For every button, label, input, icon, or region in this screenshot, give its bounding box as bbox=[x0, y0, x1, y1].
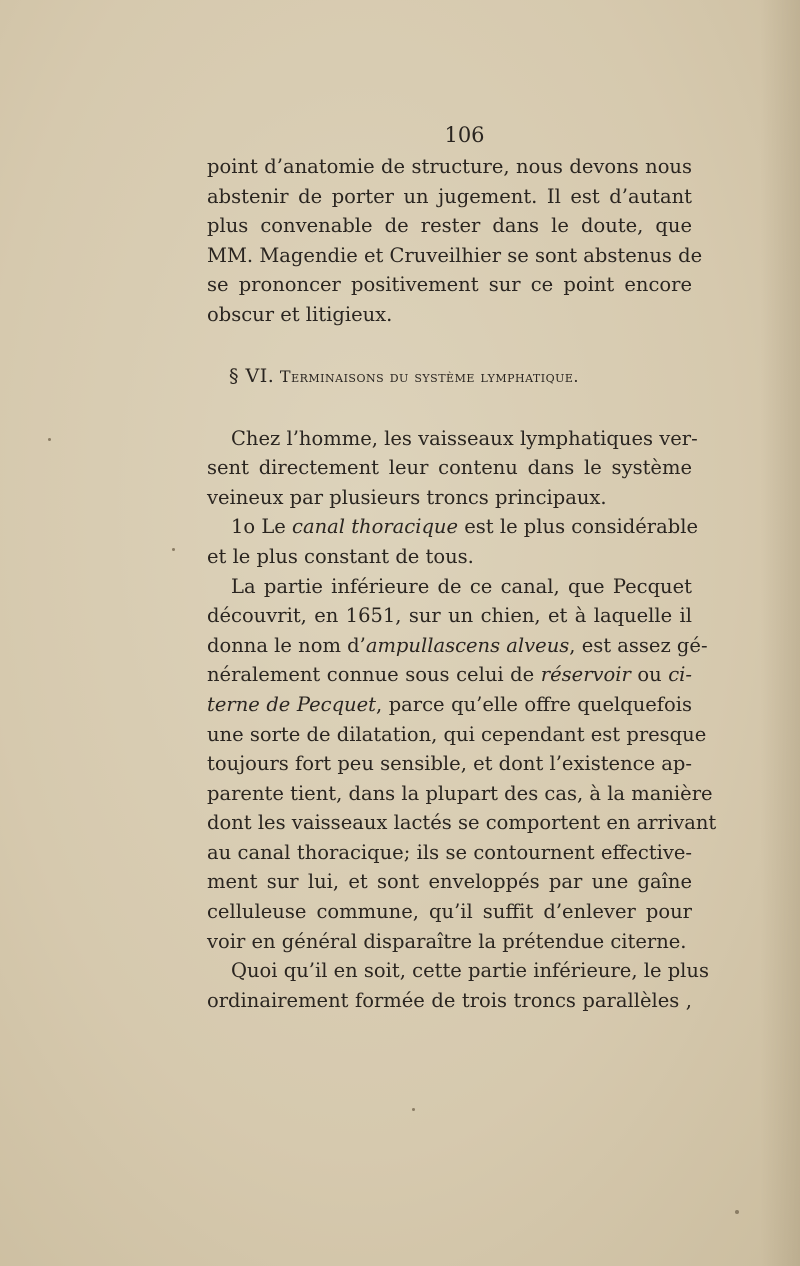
text-run: , parce qu’elle offre quelquefois bbox=[375, 692, 692, 716]
text-line bbox=[207, 660, 692, 690]
text-line: se prononcer positivement sur ce point encore bbox=[207, 273, 692, 297]
text-line: plus convenable de rester dans le doute, que bbox=[207, 214, 692, 238]
paper-speck bbox=[48, 438, 51, 441]
text-run: est le plus considérable bbox=[458, 515, 698, 539]
text-line: dont les vaisseaux lactés se comportent en arrivant bbox=[207, 811, 717, 835]
text-line: ment sur lui, et sont enveloppés par une gaîne bbox=[207, 870, 692, 894]
italic-term: terne de Pecquet bbox=[207, 692, 376, 716]
text-line: Chez l’homme, les vaisseaux lymphatiques ver- bbox=[231, 426, 698, 450]
text-line: veineux par plusieurs troncs principaux. bbox=[207, 485, 607, 509]
paragraph-3 bbox=[207, 512, 698, 571]
paper-speck bbox=[172, 548, 175, 551]
section-title: Terminaisons du système lymphatique. bbox=[279, 366, 580, 386]
italic-term: ci- bbox=[668, 663, 693, 687]
text-line: et le plus constant de tous. bbox=[207, 544, 474, 568]
text-line bbox=[207, 690, 692, 720]
text-run: néralement connue sous celui de bbox=[207, 663, 541, 687]
italic-term: réservoir bbox=[540, 663, 631, 687]
text-line: au canal thoracique; ils se contournent effective- bbox=[207, 840, 692, 864]
italic-term: canal thoracique bbox=[292, 515, 459, 539]
text-line: point d’anatomie de structure, nous devons nous bbox=[207, 155, 692, 178]
text-line bbox=[207, 631, 708, 661]
italic-term: ampullascens alveus bbox=[365, 633, 570, 657]
paragraph-5 bbox=[207, 956, 709, 1015]
page-edge-shadow bbox=[760, 0, 800, 1266]
text-line: abstenir de porter un jugement. Il est d’autant bbox=[207, 184, 692, 208]
text-run: 1o Le bbox=[231, 515, 293, 539]
text-line: découvrit, en 1651, sur un chien, et à laquelle il bbox=[207, 604, 692, 628]
page-text bbox=[207, 120, 717, 1015]
text-line: obscur et litigieux. bbox=[207, 302, 393, 326]
paper-speck bbox=[412, 1108, 415, 1111]
text-run: , est assez gé- bbox=[569, 633, 708, 657]
text-run: donna le nom d’ bbox=[207, 633, 366, 657]
text-line: Quoi qu’il en soit, cette partie inférieure, le plus bbox=[231, 959, 709, 983]
paragraph-1 bbox=[207, 152, 703, 330]
section-heading bbox=[207, 364, 692, 389]
text-line: La partie inférieure de ce canal, que Pecquet bbox=[231, 574, 692, 598]
text-line: ordinairement formée de trois troncs parallèles , bbox=[207, 988, 692, 1012]
text-line bbox=[207, 512, 698, 542]
text-line: une sorte de dilatation, qui cependant est presque bbox=[207, 722, 707, 746]
page-number: 106 bbox=[444, 123, 485, 147]
text-line: sent directement leur contenu dans le système bbox=[207, 456, 692, 480]
text-line: parente tient, dans la plupart des cas, à la manière bbox=[207, 781, 713, 805]
paper-speck bbox=[735, 1210, 739, 1214]
section-number: § VI. bbox=[229, 364, 275, 387]
text-line: celluleuse commune, qu’il suffit d’enlever pour bbox=[207, 900, 692, 924]
paragraph-2 bbox=[207, 424, 698, 513]
text-run: ou bbox=[630, 663, 669, 687]
text-line: toujours fort peu sensible, et dont l’existence ap- bbox=[207, 752, 693, 776]
text-line: voir en général disparaître la prétendue citerne. bbox=[207, 929, 687, 953]
text-line: MM. Magendie et Cruveilhier se sont abstenus de bbox=[207, 243, 703, 267]
paragraph-4 bbox=[207, 572, 717, 957]
